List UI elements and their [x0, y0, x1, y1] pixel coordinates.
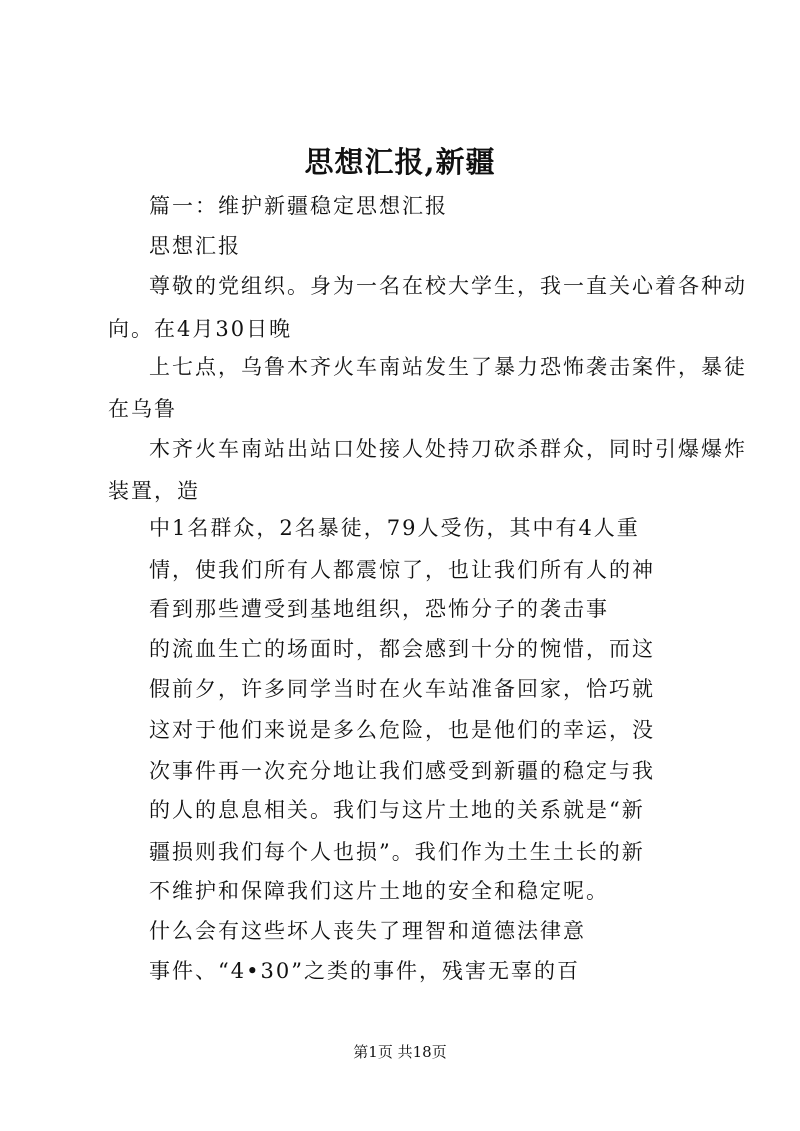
paragraph-line: 的人的息息相关。我们与这片土地的关系就是“新: [149, 798, 645, 822]
paragraph-line: 次事件再一次充分地让我们感受到新疆的稳定与我: [149, 759, 655, 783]
page-footer: 第1页 共18页: [353, 1043, 447, 1061]
paragraph-line: 情，使我们所有人都震惊了，也让我们所有人的神: [149, 558, 655, 582]
paragraph-line: 什么会有这些坏人丧失了理智和道德法律意: [149, 919, 586, 943]
paragraph-line: 中1名群众，2名暴徒，79人受伤，其中有4人重: [149, 516, 640, 540]
paragraph-line: 看到那些遭受到基地组织，恐怖分子的袭击事: [149, 597, 609, 621]
paragraph-line: 木齐火车南站出站口处接人处持刀砍杀群众，同时引爆爆炸: [149, 437, 747, 461]
paragraph-line: 假前夕，许多同学当时在火车站准备回家，恰巧就: [149, 677, 655, 701]
paragraph-line: 尊敬的党组织。身为一名在校大学生，我一直关心着各种动: [149, 274, 747, 298]
paragraph-line: 事件、“4•30”之类的事件，残害无辜的百: [149, 959, 580, 983]
paragraph-line: 在乌鲁: [108, 397, 177, 421]
document-title: 思想汇报,新疆: [304, 145, 496, 179]
paragraph-line: 思想汇报: [149, 234, 241, 258]
paragraph-line: 不维护和保障我们这片土地的安全和稳定呢。: [149, 879, 609, 903]
paragraph-line: 篇一：维护新疆稳定思想汇报: [149, 194, 448, 218]
paragraph-line: 的流血生亡的场面时，都会感到十分的惋惜，而这: [149, 637, 655, 661]
paragraph-line: 向。在4月30日晚: [108, 317, 293, 341]
paragraph-line: 装置，造: [108, 479, 200, 503]
paragraph-line: 上七点，乌鲁木齐火车南站发生了暴力恐怖袭击案件，暴徒: [149, 355, 747, 379]
paragraph-line: 这对于他们来说是多么危险，也是他们的幸运，没: [149, 718, 655, 742]
paragraph-line: 疆损则我们每个人也损”。我们作为土生土长的新: [149, 840, 645, 864]
